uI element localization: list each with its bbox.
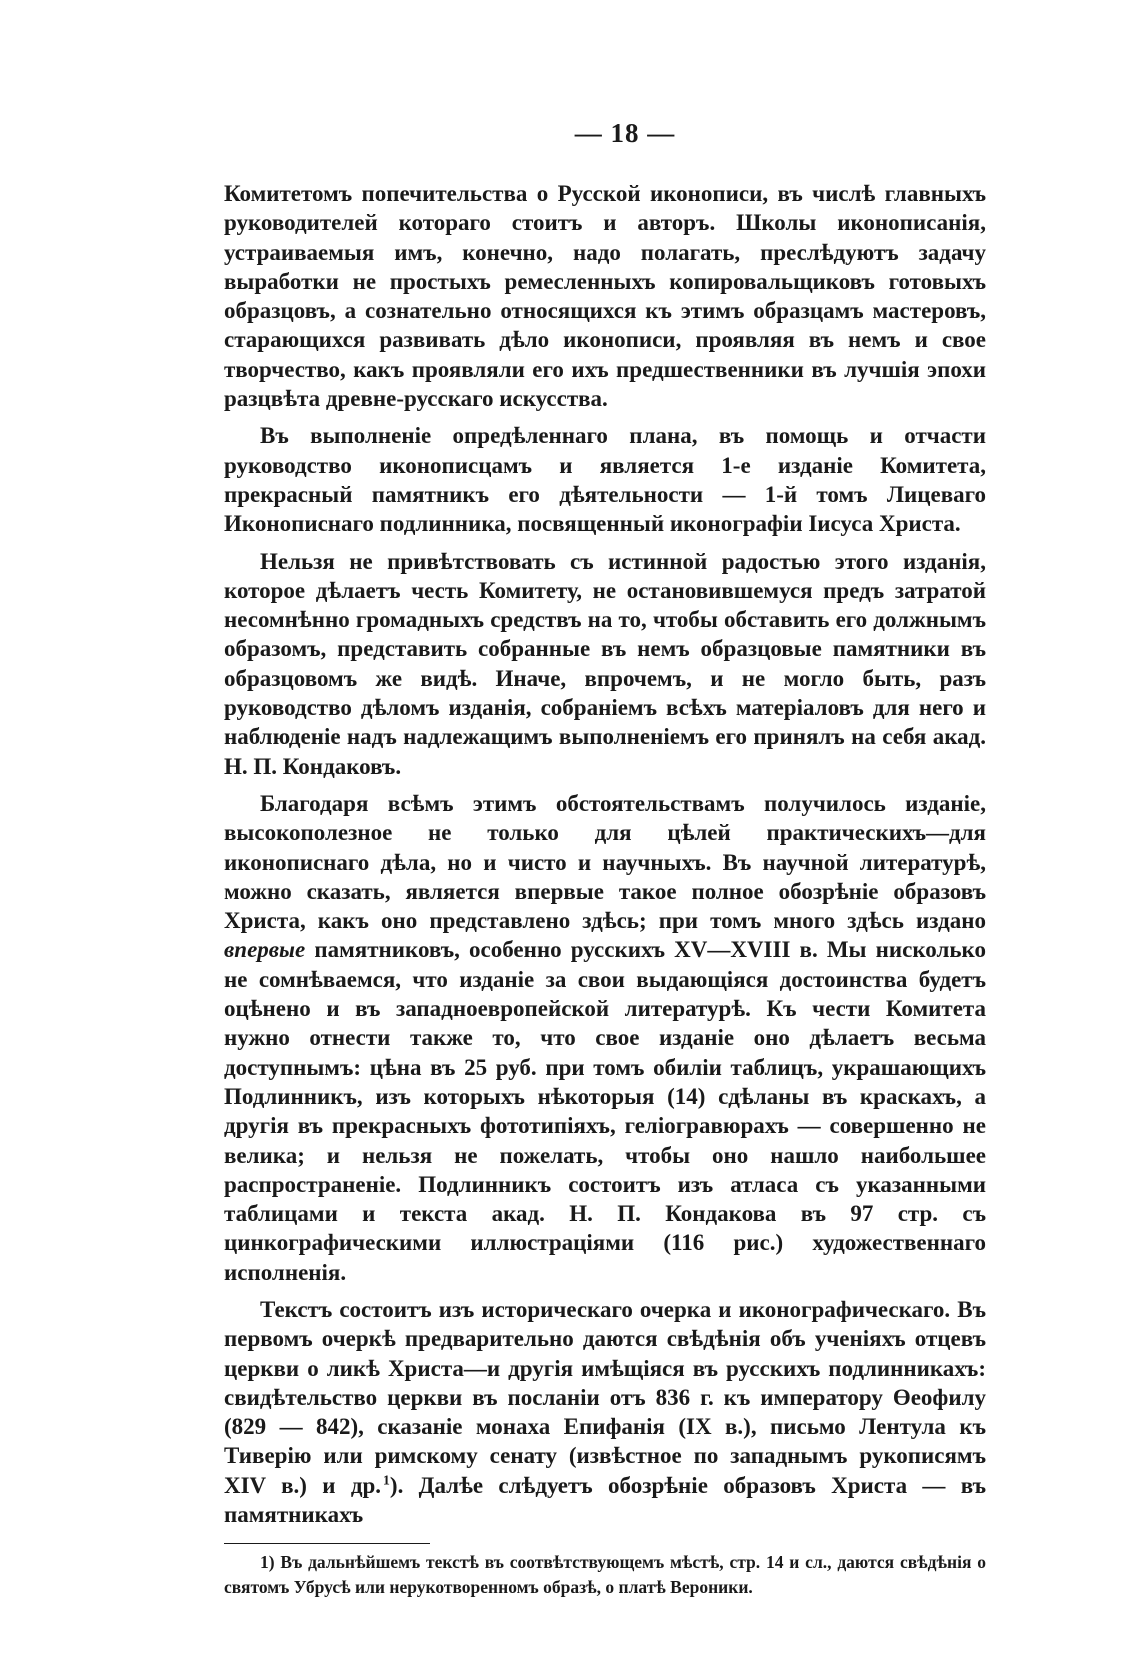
paragraph-5-text-start: Текстъ состоитъ изъ историческаго очерка и иконографическаго. Въ первомъ очеркѣ предварительно даются свѣдѣнія объ ученіяхъ отцевъ церкви о ликѣ Христа—и другія имѣщіяся въ русскихъ подлинникахъ: свидѣтельство церкви въ посланіи отъ 836 г. къ императору Өеофилу (829 — 842), сказаніе монаха Епифанія (IX в.), письмо Лентула къ Тиверію или римскому сенату (извѣстное по западнымъ рукописямъ XIV в.) и др. — [224, 1296, 986, 1498]
paragraph-5-text-end: ). Далѣе слѣдуетъ обозрѣніе образовъ Христа — въ памятникахъ — [224, 1472, 986, 1528]
footnote-divider — [224, 1543, 430, 1544]
page-number: — 18 — — [574, 118, 676, 148]
paragraph-2: Въ выполненіе опредѣленнаго плана, въ помощь и отчасти руководство иконописцамъ и является 1-е изданіе Комитета, прекрасный памятникъ его дѣятельности — 1-й томъ Лицеваго Иконописнаго подлинника, посвященный иконографіи Іисуса Христа. — [224, 423, 986, 537]
emphasized-word: впервые — [224, 937, 306, 963]
paragraph-1: Комитетомъ попечительства о Русской иконописи, въ числѣ главныхъ руководителей котораго стоитъ и авторъ. Школы иконописанія, устраиваемыя имъ, конечно, надо полагать, преслѣдуютъ задачу выработки не простыхъ ремесленныхъ копировальщиковъ готовыхъ образцовъ, а сознательно относящихся къ этимъ образцамъ мастеровъ, старающихся развивать дѣло иконописи, проявляя въ немъ и свое творчество, какъ проявляли его ихъ предшественники въ лучшія эпохи разцвѣта древне-русскаго искусства. — [224, 181, 986, 412]
book-page — [224, 118, 986, 1600]
paragraph-3: Нельзя не привѣтствовать съ истинной радостью этого изданія, которое дѣлаетъ честь Комитету, не остановившемуся предъ затратой несомнѣнно громадныхъ средствъ на то, чтобы обставить его должнымъ образомъ, представить собранные въ немъ образцовые памятники въ образцовомъ же видѣ. Иначе, впрочемъ, и не могло быть, разъ руководство дѣломъ изданія, собраніемъ всѣхъ матеріаловъ для него и наблюденіе надъ надлежащимъ выполненіемъ его принялъ на себя акад. Н. П. Кондаковъ. — [224, 548, 986, 779]
footnote: 1) Въ дальнѣйшемъ текстѣ въ соотвѣтствующемъ мѣстѣ, стр. 14 и сл., даются свѣдѣнія о святомъ Убрусѣ или нерукотворенномъ образѣ, о платѣ Вероники. — [224, 1552, 986, 1598]
footnote-reference: 1 — [382, 1473, 390, 1489]
paragraph-5 — [224, 1295, 986, 1529]
paragraph-4 — [224, 789, 986, 1287]
paragraph-4-text-start: Благодаря всѣмъ этимъ обстоятельствамъ получилось изданіе, высокополезное не только для цѣлей практическихъ—для иконописнаго дѣла, но и чисто и научныхъ. Въ научной литературѣ, можно сказать, является впервые такое полное обозрѣніе образовъ Христа, какъ оно представлено здѣсь; при томъ много здѣсь издано — [224, 790, 986, 934]
paragraph-4-text-end: памятниковъ, особенно русскихъ XV—XVIII в. Мы нисколько не сомнѣваемся, что изданіе за свои выдающіяся достоинства будетъ оцѣнено и въ западноевропейской литературѣ. Къ чести Комитета нужно отнести также то, что свое изданіе оно дѣлаетъ весьма доступнымъ: цѣна въ 25 руб. при томъ обиліи таблицъ, украшающихъ Подлинникъ, изъ которыхъ нѣкоторыя (14) сдѣланы въ краскахъ, а другія въ прекрасныхъ фототипіяхъ, геліогравюрахъ — совершенно не велика; и нельзя не пожелать, чтобы оно нашло наибольшее распространеніе. Подлинникъ состоитъ изъ атласа съ указанными таблицами и текста акад. Н. П. Кондакова въ 97 стр. съ цинкографическими иллюстраціями (116 рис.) художественнаго исполненія. — [224, 937, 986, 1285]
